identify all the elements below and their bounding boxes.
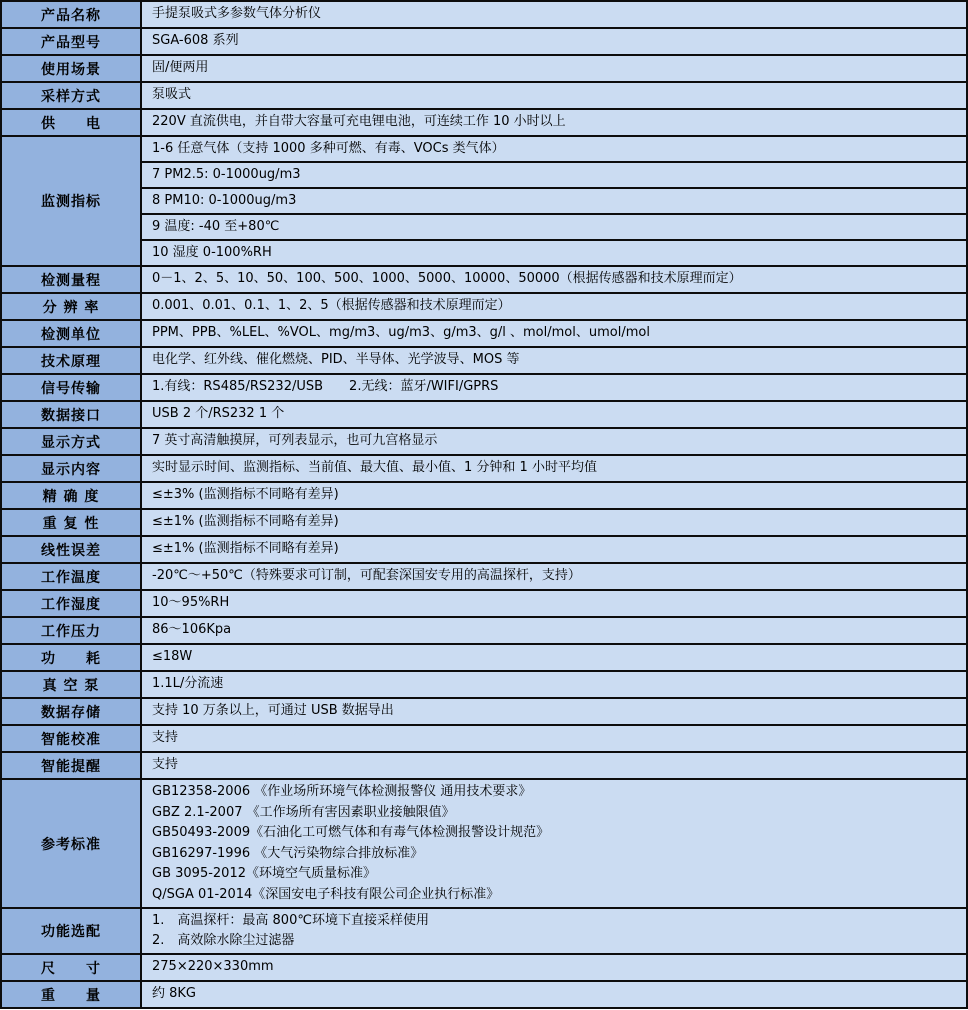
row-product-name bbox=[1, 1, 967, 28]
spec-label: 真 空 泵 bbox=[1, 671, 141, 698]
spec-label: 供 电 bbox=[1, 109, 141, 136]
spec-label: 工作压力 bbox=[1, 617, 141, 644]
row-work-pressure bbox=[1, 617, 967, 644]
spec-value: 0－1、2、5、10、50、100、500、1000、5000、10000、50000（根据传感器和技术原理而定） bbox=[141, 266, 967, 293]
spec-value: 0.001、0.01、0.1、1、2、5（根据传感器和技术原理而定） bbox=[141, 293, 967, 320]
row-interface bbox=[1, 401, 967, 428]
standard-line: Q/SGA 01-2014《深国安电子科技有限公司企业执行标准》 bbox=[152, 886, 500, 902]
spec-label: 尺 寸 bbox=[1, 954, 141, 981]
row-resolution bbox=[1, 293, 967, 320]
row-principle bbox=[1, 347, 967, 374]
spec-label: 智能校准 bbox=[1, 725, 141, 752]
row-scene bbox=[1, 55, 967, 82]
spec-value: -20℃～+50℃（特殊要求可订制，可配套深国安专用的高温探杆，支持） bbox=[141, 563, 967, 590]
spec-value: 7 英寸高清触摸屏，可列表显示，也可九宫格显示 bbox=[141, 428, 967, 455]
spec-label: 工作温度 bbox=[1, 563, 141, 590]
standard-line: GBZ 2.1-2007 《工作场所有害因素职业接触限值》 bbox=[152, 804, 455, 820]
row-repeatability bbox=[1, 509, 967, 536]
row-monitor-item bbox=[1, 188, 967, 214]
spec-label: 功 耗 bbox=[1, 644, 141, 671]
row-linearity bbox=[1, 536, 967, 563]
spec-value: 220V 直流供电，并自带大容量可充电锂电池，可连续工作 10 小时以上 bbox=[141, 109, 967, 136]
row-work-humidity bbox=[1, 590, 967, 617]
spec-value: USB 2 个/RS232 1 个 bbox=[141, 401, 967, 428]
spec-value: 泵吸式 bbox=[141, 82, 967, 109]
spec-value: 支持 bbox=[141, 725, 967, 752]
spec-value: ≤±3% (监测指标不同略有差异) bbox=[141, 482, 967, 509]
spec-label: 显示方式 bbox=[1, 428, 141, 455]
spec-value bbox=[141, 779, 967, 908]
spec-label: 功能选配 bbox=[1, 908, 141, 954]
row-power-consumption bbox=[1, 644, 967, 671]
spec-value: 1.有线：RS485/RS232/USB 2.无线：蓝牙/WIFI/GPRS bbox=[141, 374, 967, 401]
spec-label: 数据存储 bbox=[1, 698, 141, 725]
row-display-content bbox=[1, 455, 967, 482]
spec-value: 电化学、红外线、催化燃烧、PID、半导体、光学波导、MOS 等 bbox=[141, 347, 967, 374]
row-power bbox=[1, 109, 967, 136]
spec-label: 重 复 性 bbox=[1, 509, 141, 536]
spec-value bbox=[141, 908, 967, 954]
spec-value: 约 8KG bbox=[141, 981, 967, 1008]
row-dimension bbox=[1, 954, 967, 981]
spec-value: 275×220×330mm bbox=[141, 954, 967, 981]
row-unit bbox=[1, 320, 967, 347]
spec-label: 数据接口 bbox=[1, 401, 141, 428]
spec-value: 支持 10 万条以上，可通过 USB 数据导出 bbox=[141, 698, 967, 725]
row-vacuum-pump bbox=[1, 671, 967, 698]
spec-label: 采样方式 bbox=[1, 82, 141, 109]
row-monitor-item bbox=[1, 162, 967, 188]
spec-value: ≤±1% (监测指标不同略有差异) bbox=[141, 536, 967, 563]
spec-value: 实时显示时间、监测指标、当前值、最大值、最小值、1 分钟和 1 小时平均值 bbox=[141, 455, 967, 482]
spec-value: PPM、PPB、%LEL、%VOL、mg/m3、ug/m3、g/m3、g/l 、mol/mol、umol/mol bbox=[141, 320, 967, 347]
spec-label: 重 量 bbox=[1, 981, 141, 1008]
spec-label: 检测量程 bbox=[1, 266, 141, 293]
spec-value: ≤±1% (监测指标不同略有差异) bbox=[141, 509, 967, 536]
spec-value: ≤18W bbox=[141, 644, 967, 671]
row-work-temp bbox=[1, 563, 967, 590]
spec-label: 使用场景 bbox=[1, 55, 141, 82]
row-signal bbox=[1, 374, 967, 401]
row-monitor-item bbox=[1, 214, 967, 240]
row-model bbox=[1, 28, 967, 55]
spec-value: 支持 bbox=[141, 752, 967, 779]
option-line: 1. 高温探杆：最高 800℃环境下直接采样使用 bbox=[152, 913, 429, 928]
spec-label: 工作湿度 bbox=[1, 590, 141, 617]
spec-value: 1.1L/分流速 bbox=[141, 671, 967, 698]
option-line: 2. 高效除水除尘过滤器 bbox=[152, 933, 295, 948]
spec-value: SGA-608 系列 bbox=[141, 28, 967, 55]
standard-line: GB 3095-2012《环境空气质量标准》 bbox=[152, 866, 376, 881]
standard-line: GB16297-1996 《大气污染物综合排放标准》 bbox=[152, 845, 424, 861]
row-monitor-item bbox=[1, 136, 967, 162]
spec-label: 线性误差 bbox=[1, 536, 141, 563]
spec-value: 8 PM10: 0-1000ug/m3 bbox=[141, 188, 967, 214]
row-accuracy bbox=[1, 482, 967, 509]
spec-value: 10～95%RH bbox=[141, 590, 967, 617]
row-standards bbox=[1, 779, 967, 908]
spec-label: 技术原理 bbox=[1, 347, 141, 374]
spec-label: 检测单位 bbox=[1, 320, 141, 347]
row-monitor-item bbox=[1, 240, 967, 266]
spec-label: 参考标准 bbox=[1, 779, 141, 908]
standard-line: GB50493-2009《石油化工可燃气体和有毒气体检测报警设计规范》 bbox=[152, 825, 550, 840]
spec-value: 手提泵吸式多参数气体分析仪 bbox=[141, 1, 967, 28]
spec-value: 10 湿度 0-100%RH bbox=[141, 240, 967, 266]
spec-label: 智能提醒 bbox=[1, 752, 141, 779]
spec-value: 9 温度: -40 至+80℃ bbox=[141, 214, 967, 240]
spec-value: 1-6 任意气体（支持 1000 多种可燃、有毒、VOCs 类气体） bbox=[141, 136, 967, 162]
spec-label: 精 确 度 bbox=[1, 482, 141, 509]
spec-label: 信号传输 bbox=[1, 374, 141, 401]
standard-line: GB12358-2006 《作业场所环境气体检测报警仪 通用技术要求》 bbox=[152, 784, 532, 799]
spec-label: 显示内容 bbox=[1, 455, 141, 482]
spec-value: 86～106Kpa bbox=[141, 617, 967, 644]
row-smart-reminder bbox=[1, 752, 967, 779]
row-display-mode bbox=[1, 428, 967, 455]
row-range bbox=[1, 266, 967, 293]
spec-label: 分 辨 率 bbox=[1, 293, 141, 320]
spec-value: 7 PM2.5: 0-1000ug/m3 bbox=[141, 162, 967, 188]
spec-label: 产品名称 bbox=[1, 1, 141, 28]
row-sampling bbox=[1, 82, 967, 109]
spec-label: 产品型号 bbox=[1, 28, 141, 55]
row-smart-calibration bbox=[1, 725, 967, 752]
row-weight bbox=[1, 981, 967, 1008]
spec-label: 监测指标 bbox=[1, 136, 141, 266]
spec-value: 固/便两用 bbox=[141, 55, 967, 82]
row-options bbox=[1, 908, 967, 954]
row-data-storage bbox=[1, 698, 967, 725]
